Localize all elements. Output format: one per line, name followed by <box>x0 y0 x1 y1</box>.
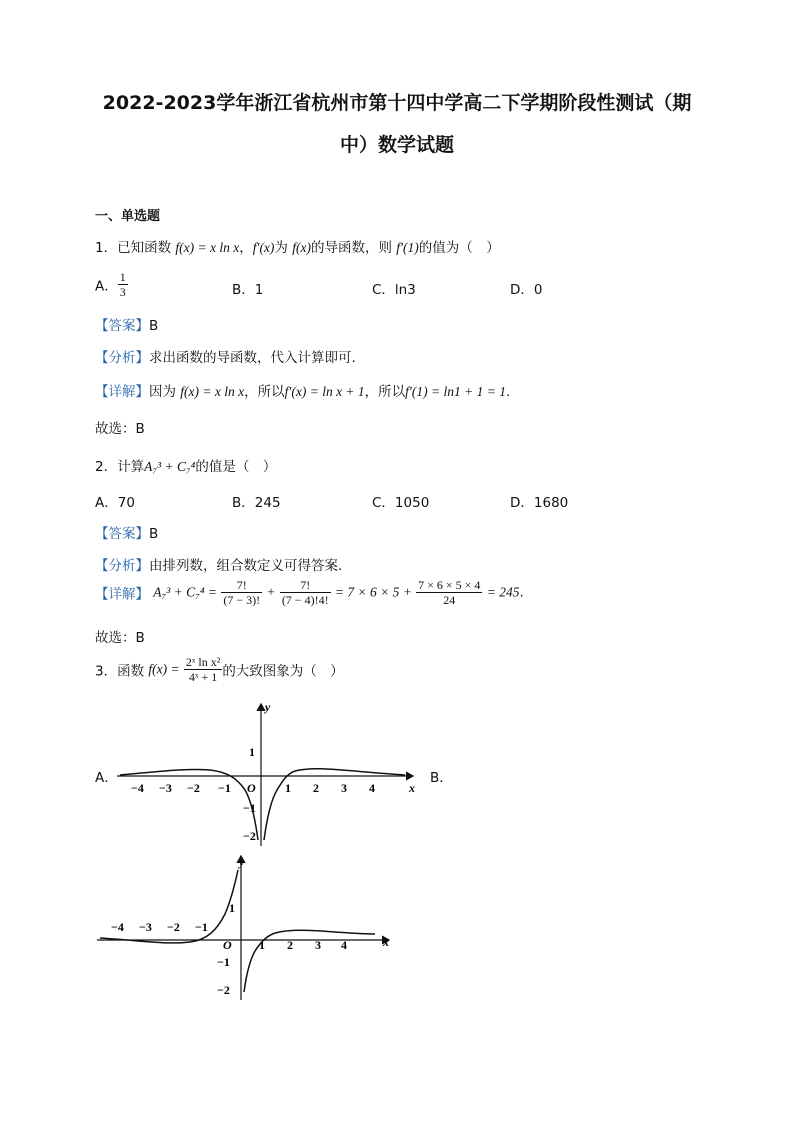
section-heading: 一、单选题 <box>95 209 161 224</box>
frac-3-den: 24 <box>443 593 456 607</box>
q1-option-d: D．0 <box>510 282 543 298</box>
x-tick-label: 4 <box>369 781 375 795</box>
detail-formula-d: f′(x) = ln x + 1 <box>284 384 365 399</box>
question-3 <box>95 655 344 684</box>
x-tick-label: −4 <box>111 920 124 934</box>
x-tick-label: −2 <box>167 920 180 934</box>
x-tick-label: −1 <box>195 920 208 934</box>
answer-tag: 【答案】 <box>95 318 149 334</box>
y-axis-label: y <box>265 700 271 714</box>
y-tick-label: −2 <box>243 829 256 843</box>
frac-3-num: 7 × 6 × 5 × 4 <box>418 578 481 592</box>
q2-plus: + <box>266 584 276 600</box>
q2-analysis <box>95 554 342 574</box>
q1-detail <box>95 380 510 400</box>
q1-fp1: f′(1) <box>396 240 419 255</box>
detail-tag: 【详解】 <box>95 384 149 400</box>
y-tick-label: 1 <box>229 901 235 915</box>
q2-answer <box>95 522 158 542</box>
q1-option-a-label: A． <box>95 278 118 295</box>
q3-prefix: 3．函数 <box>95 663 149 680</box>
q3-label-a: A． <box>95 770 118 786</box>
detail-text-a: 因为 <box>149 384 181 400</box>
detail-formula-b: f(x) = x ln x <box>180 384 245 399</box>
frac-2-den: (7 − 4)!4! <box>281 593 329 607</box>
q2-result: = 245 <box>486 584 520 600</box>
q1-option-a <box>95 270 128 299</box>
detail-text-e: ，所以 <box>364 384 406 400</box>
graph-a <box>115 700 425 848</box>
q1-prefix: 1．已知函数 <box>95 240 176 256</box>
title-line-2: 中）数学试题 <box>339 134 454 156</box>
detail-text-g: . <box>505 384 511 400</box>
x-tick-label: 1 <box>259 938 265 952</box>
q2-frac-1 <box>221 578 262 607</box>
q3-label-b: B． <box>430 770 453 786</box>
y-tick-label: −1 <box>217 955 230 969</box>
q1-option-a-den: 3 <box>119 285 126 299</box>
q1-option-c: C．ln3 <box>372 282 416 298</box>
question-1 <box>95 236 500 256</box>
analysis-tag: 【分析】 <box>95 558 149 574</box>
x-tick-label: 1 <box>285 781 291 795</box>
y-tick-label: 1 <box>249 745 255 759</box>
q2-mid: = 7 × 6 × 5 + <box>334 584 412 600</box>
q2-frac-2 <box>280 578 331 607</box>
q2-option-b: B．245 <box>232 495 281 511</box>
x-tick-label: −2 <box>187 781 200 795</box>
x-tick-label: −3 <box>139 920 152 934</box>
q2-detail-lhs: A₇³ + C₇⁴ = <box>153 584 218 600</box>
x-tick-label: 3 <box>315 938 321 952</box>
q2-detail <box>95 578 524 607</box>
q1-option-b: B．1 <box>232 282 264 298</box>
q3-fx: f(x) = <box>148 661 180 677</box>
analysis-tag: 【分析】 <box>95 350 149 366</box>
answer-value: B <box>149 318 159 334</box>
q2-frac-3 <box>416 578 482 607</box>
q2-end: 的值是（ ） <box>195 459 277 475</box>
graph-b <box>95 852 405 1002</box>
y-tick-label: −2 <box>217 983 230 997</box>
q1-analysis <box>95 346 356 366</box>
q1-fpx: f′(x) <box>252 240 275 255</box>
x-axis-label: x <box>383 935 389 949</box>
q1-end: 的值为（ ） <box>418 240 500 256</box>
q2-option-a: A．70 <box>95 495 135 511</box>
q2-expr: A₇³ + C₇⁴ <box>144 459 196 474</box>
x-tick-label: 3 <box>341 781 347 795</box>
answer-value: B <box>149 526 159 542</box>
q1-fx2: f(x) <box>292 240 311 255</box>
frac-1-den: (7 − 3)! <box>223 593 261 607</box>
q1-suffix: 的导函数，则 <box>310 240 397 256</box>
x-tick-label: −3 <box>159 781 172 795</box>
x-tick-label: 2 <box>313 781 319 795</box>
detail-formula-f: f′(1) = ln1 + 1 = 1 <box>405 384 506 399</box>
frac-1-num: 7! <box>221 578 262 593</box>
title-line-1: 2022-2023学年浙江省杭州市第十四中学高二下学期阶段性测试（期 <box>102 92 692 114</box>
frac-2-num: 7! <box>280 578 331 593</box>
q2-option-c: C．1050 <box>372 495 430 511</box>
y-tick-label: −1 <box>243 801 256 815</box>
q2-dot: . <box>519 584 524 601</box>
x-axis-label: x <box>409 781 415 795</box>
curve-right <box>264 769 405 840</box>
x-tick-label: −1 <box>218 781 231 795</box>
q1-option-a-num: 1 <box>119 270 126 284</box>
q1-fx: f(x) = x ln x <box>175 240 240 255</box>
x-tick-label: 2 <box>287 938 293 952</box>
q3-den: 4ˣ + 1 <box>188 670 218 684</box>
q3-end: 的大致图象为（ ） <box>222 663 344 680</box>
q3-fraction <box>184 655 222 684</box>
question-2 <box>95 455 276 475</box>
detail-tag: 【详解】 <box>95 586 149 603</box>
x-tick-label: 4 <box>341 938 347 952</box>
q2-prefix: 2．计算 <box>95 459 145 475</box>
origin-label: O <box>223 938 232 952</box>
analysis-text: 求出函数的导函数，代入计算即可. <box>149 350 356 366</box>
analysis-text: 由排列数，组合数定义可得答案. <box>149 558 343 574</box>
detail-text-c: ，所以 <box>244 384 285 400</box>
q1-choose: 故选：B <box>95 421 145 437</box>
q1-option-a-fraction <box>118 270 128 299</box>
q1-mid2: 为 <box>274 240 293 256</box>
q1-answer <box>95 314 158 334</box>
q1-mid: ， <box>239 240 253 256</box>
y-axis-label: y <box>239 855 245 869</box>
q3-num: 2ˣ ln x² <box>185 655 221 669</box>
q2-option-d: D．1680 <box>510 495 569 511</box>
answer-tag: 【答案】 <box>95 526 149 542</box>
origin-label: O <box>247 781 256 795</box>
q2-choose: 故选：B <box>95 630 145 646</box>
x-tick-label: −4 <box>131 781 144 795</box>
